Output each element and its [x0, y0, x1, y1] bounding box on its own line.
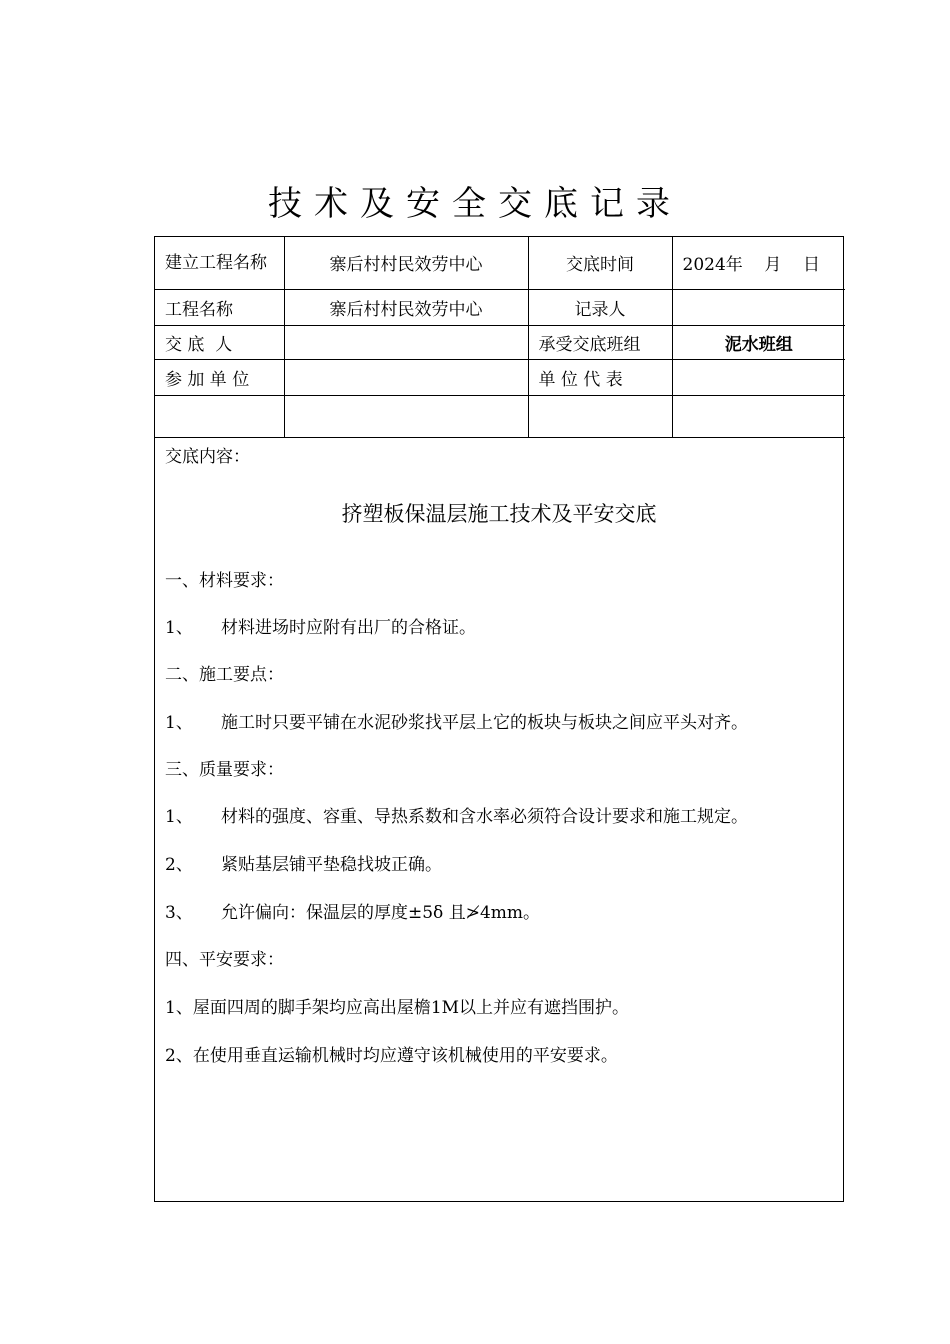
project-label: 建立工程名称 — [155, 237, 284, 289]
empty-cell — [284, 395, 528, 437]
item-text: 材料进场时应附有出厂的合格证。 — [221, 617, 476, 638]
briefer-label: 交 底 人 — [155, 325, 284, 359]
section-heading: 四、平安要求： — [165, 949, 284, 970]
header-table — [155, 237, 845, 438]
unit-label: 参 加 单 位 — [155, 359, 284, 395]
list-item: 1、屋面四周的脚手架均应高出屋檐1M以上并应有遮挡围护。 — [165, 997, 630, 1018]
empty-cell — [528, 395, 672, 437]
item-number: 1、 — [165, 806, 193, 827]
rep-label: 单 位 代 表 — [528, 359, 672, 395]
name-value: 寨后村村民效劳中心 — [284, 289, 528, 325]
unit-value — [284, 359, 528, 395]
item-number: 2、 — [165, 854, 193, 875]
list-item — [165, 898, 540, 923]
section-heading: 二、施工要点： — [165, 664, 284, 685]
briefing-content — [155, 438, 843, 1198]
item-text: 材料的强度、容重、导热系数和含水率必须符合设计要求和施工规定。 — [221, 806, 748, 827]
document-title: 技术及安全交底记录 — [268, 184, 682, 224]
section-heading: 一、材料要求： — [165, 570, 284, 591]
list-item: 2、在使用垂直运输机械时均应遵守该机械使用的平安要求。 — [165, 1045, 618, 1066]
section-heading: 三、质量要求： — [165, 759, 284, 780]
list-item — [165, 802, 748, 827]
list-item — [165, 613, 476, 638]
team-label: 承受交底班组 — [528, 325, 672, 359]
rep-value — [672, 359, 845, 395]
recorder-label: 记录人 — [528, 289, 672, 325]
time-value: 2024年 月 日 — [672, 237, 845, 289]
item-number: 1、 — [165, 712, 193, 733]
name-label: 工程名称 — [155, 289, 284, 325]
empty-cell — [155, 395, 284, 437]
recorder-value — [672, 289, 845, 325]
list-item — [165, 850, 442, 875]
briefing-form — [154, 236, 844, 1202]
list-item — [165, 708, 748, 733]
empty-cell — [672, 395, 845, 437]
item-text: 紧贴基层铺平垫稳找坡正确。 — [221, 854, 442, 875]
project-value: 寨后村村民效劳中心 — [284, 237, 528, 289]
briefer-value — [284, 325, 528, 359]
content-label: 交底内容： — [165, 446, 250, 467]
item-number: 3、 — [165, 902, 193, 923]
item-text: 施工时只要平铺在水泥砂浆找平层上它的板块与板块之间应平头对齐。 — [221, 712, 748, 733]
item-text: 允许偏向：保温层的厚度±5δ 且≯4mm。 — [221, 902, 540, 923]
team-value: 泥水班组 — [672, 325, 845, 359]
content-subtitle: 挤塑板保温层施工技术及平安交底 — [341, 501, 657, 526]
time-label: 交底时间 — [528, 237, 672, 289]
item-number: 1、 — [165, 617, 193, 638]
